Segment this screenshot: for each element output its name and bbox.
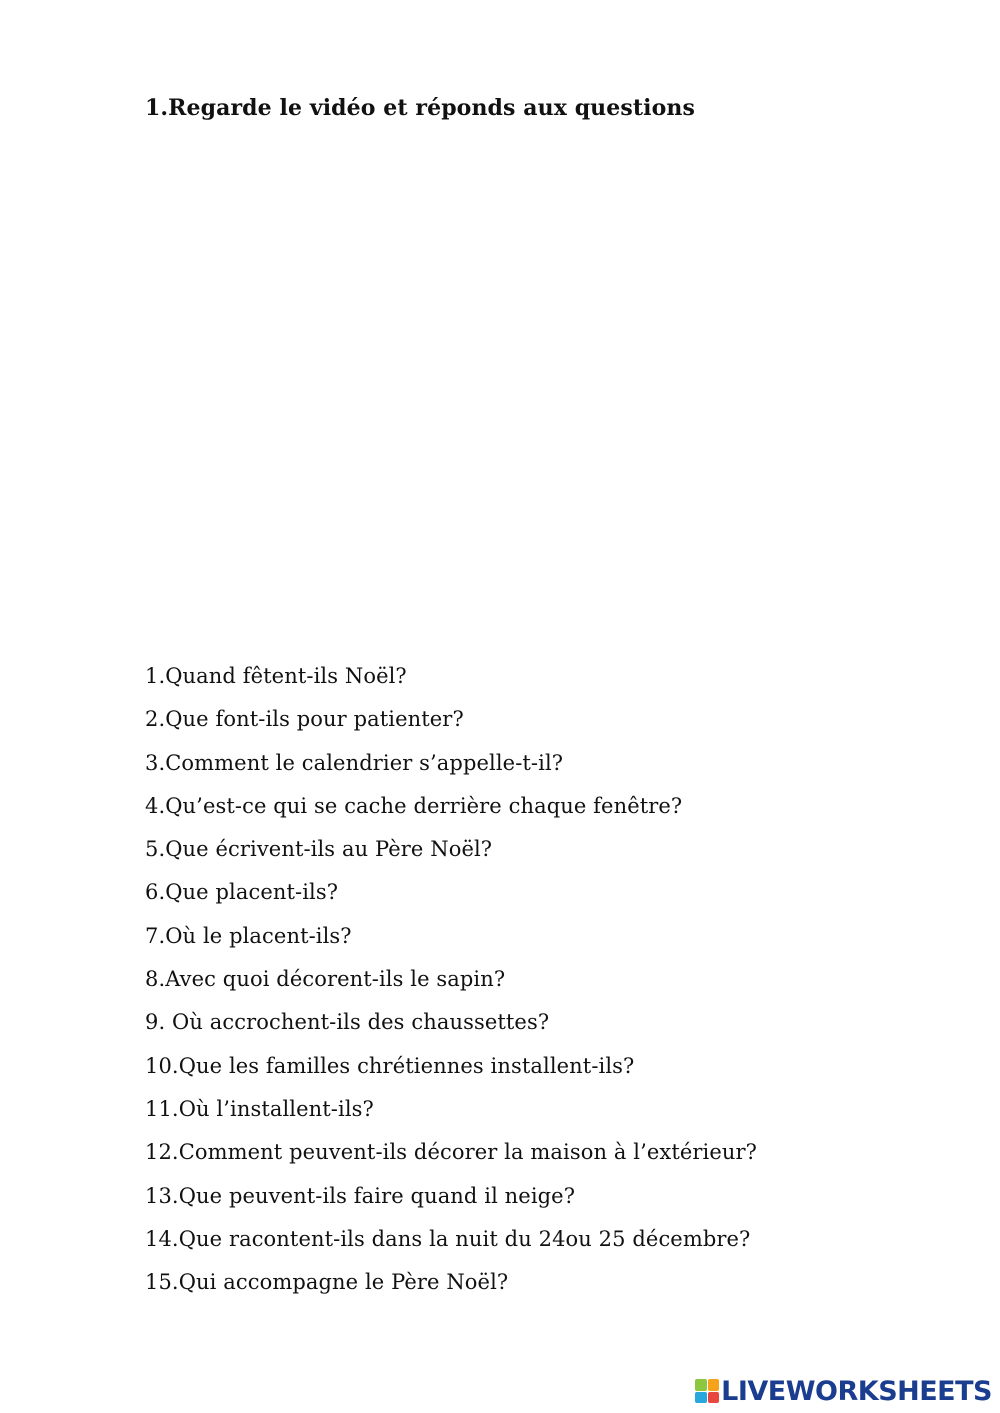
liveworksheets-logo-text: LIVEWORKSHEETS	[721, 1375, 992, 1407]
logo-square-red	[708, 1392, 720, 1404]
question-item: 14.Que racontent-ils dans la nuit du 24ou 25 décembre?	[145, 1226, 751, 1251]
question-item: 5.Que écrivent-ils au Père Noël?	[145, 837, 493, 862]
question-list	[145, 655, 757, 1304]
worksheet-title: 1.Regarde le vidéo et réponds aux questions	[145, 95, 695, 121]
logo-square-orange	[708, 1379, 720, 1391]
liveworksheets-logo[interactable]	[695, 1374, 992, 1408]
logo-square-blue	[695, 1392, 707, 1404]
question-item: 4.Qu’est-ce qui se cache derrière chaque fenêtre?	[145, 793, 683, 818]
question-item: 3.Comment le calendrier s’appelle-t-il?	[145, 750, 564, 775]
question-item: 6.Que placent-ils?	[145, 880, 339, 905]
question-item: 1.Quand fêtent-ils Noël?	[145, 664, 407, 688]
question-item: 12.Comment peuvent-ils décorer la maison à l’extérieur?	[145, 1140, 757, 1165]
video-embed-area[interactable]	[145, 145, 855, 625]
question-item: 10.Que les familles chrétiennes installent-ils?	[145, 1053, 635, 1078]
question-item: 9. Où accrochent-ils des chaussettes?	[145, 1010, 550, 1035]
question-item: 15.Qui accompagne le Père Noël?	[145, 1270, 509, 1295]
question-item: 7.Où le placent-ils?	[145, 923, 352, 948]
question-item: 11.Où l’installent-ils?	[145, 1096, 374, 1121]
logo-square-green	[695, 1379, 707, 1391]
question-item: 13.Que peuvent-ils faire quand il neige?	[145, 1183, 576, 1208]
liveworksheets-logo-icon	[695, 1379, 719, 1403]
question-item: 8.Avec quoi décorent-ils le sapin?	[145, 967, 506, 992]
question-item: 2.Que font-ils pour patienter?	[145, 707, 464, 732]
